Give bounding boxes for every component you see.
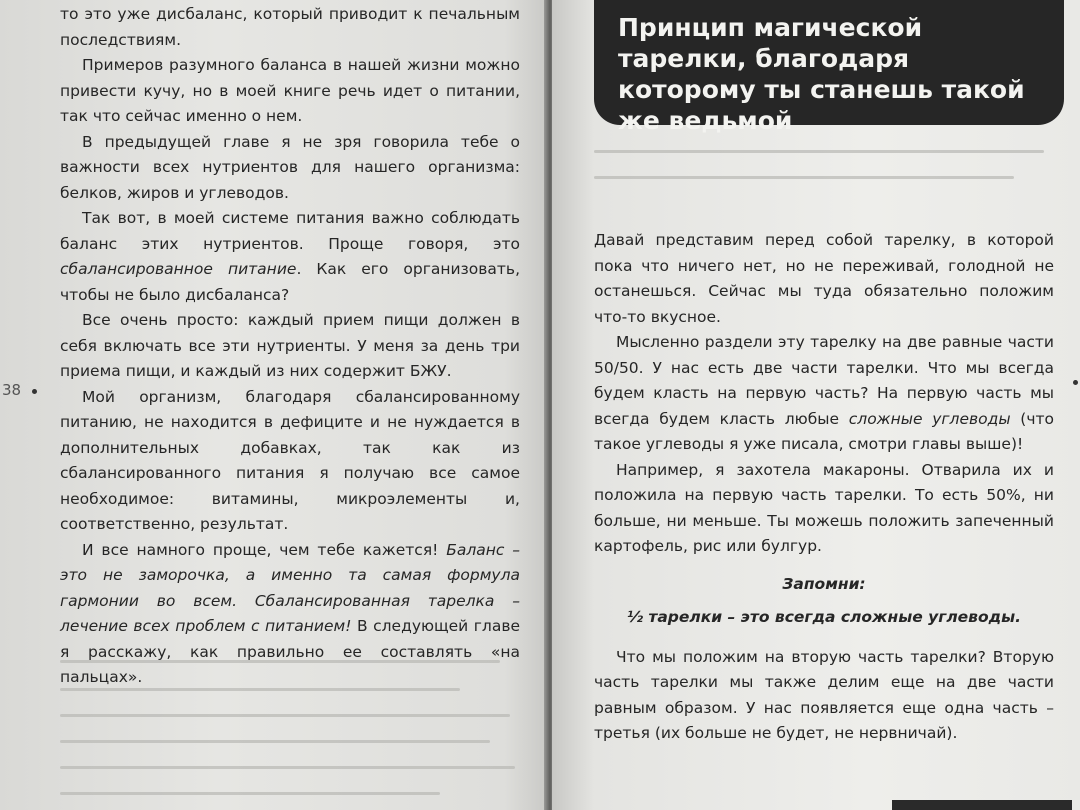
text-run: (что такое углеводы я уже писала, смотри главы выше)! [594,409,1054,453]
paragraph: Давай представим перед собой тарелку, в которой пока что ничего нет, но не переживай, голодной не останешься. Сейчас мы туда обязательно положим что-то вкусное. [594,231,1054,326]
bleed-through-line [60,792,440,795]
page-marker-dot [32,389,37,394]
text-run: Так вот, в моей системе питания важно соблюдать баланс этих нутриентов. Проще говоря, это [60,209,520,253]
paragraph: то это уже дисбаланс, который приводит к печальным последствиям. [60,5,520,49]
chapter-title: Принцип магической тарелки, благодаря которому ты станешь такой же ведьмой [618,13,1025,135]
remember-label: Запомни: [782,574,866,593]
text-run: И все намного проще, чем тебе кажется! [82,540,439,559]
right-page-text [594,228,1054,747]
paragraph [594,330,1054,458]
paragraph: Например, я захотела макароны. Отварила их и положила на первую часть тарелки. То есть 50%, ни больше, ни меньше. Ты можешь положить запеченный картофель, рис или булгур. [594,460,1054,555]
bleed-through-line [60,688,460,691]
page-number: 38 [2,381,22,399]
paragraph: Что мы положим на вторую часть тарелки? Вторую часть тарелки мы также делим еще на две части равным образом. У нас появляется еще одна часть – третья (их больше не будет, не нервничай). [594,647,1054,742]
bleed-through-line [594,150,1044,153]
text-run: В следующей главе я расскажу, как правильно ее составлять «на пальцах». [60,617,520,686]
right-page [552,0,1080,810]
bleed-through-line [594,176,1014,179]
italic-quote: Баланс – это не заморочка, а именно та самая формула гармонии во всем. Сбалансированная тарелка – лечение всех проблем с питанием! [60,540,520,635]
paragraph [60,538,520,691]
italic-term: сбалансированное питание [60,260,297,278]
bleed-through-line [60,766,515,769]
bleed-through-line [60,740,490,743]
paragraph: В предыдущей главе я не зря говорила тебе о важности всех нутриентов для нашего организма: белков, жиров и углеводов. [60,132,520,202]
rule-callout: ½ тарелки – это всегда сложные углеводы. [626,608,1022,626]
paragraph: Все очень просто: каждый прием пищи должен в себя включать все эти нутриенты. У меня за день три приема пищи, и каждый из них содержит БЖУ. [60,311,520,380]
left-page-text [60,2,520,691]
chapter-header [594,0,1064,135]
italic-term: сложные углеводы [848,409,1011,428]
paragraph [60,206,520,308]
page-marker-dot [1073,380,1078,385]
paragraph: Мой организм, благодаря сбалансированному питанию, не находится в дефиците и не нуждается в дополнительных добавках, так как из сбалансированного питания я получаю все самое необходимое: витамины, микроэлементы и, соответственно, результат. [60,387,520,533]
bleed-through-line [60,714,510,717]
next-page-edge [892,800,1072,810]
paragraph: Примеров разумного баланса в нашей жизни можно привести кучу, но в моей книге речь идет о питании, так что сейчас именно о нем. [60,56,520,125]
bleed-through-line [60,660,500,663]
text-run: Мысленно раздели эту тарелку на две равные части 50/50. У нас есть две части тарелки. Что мы всегда будем класть на первую часть? На первую часть мы всегда будем класть любые [594,333,1054,428]
text-run: . Как его организовать, чтобы не было дисбаланса? [60,260,520,304]
